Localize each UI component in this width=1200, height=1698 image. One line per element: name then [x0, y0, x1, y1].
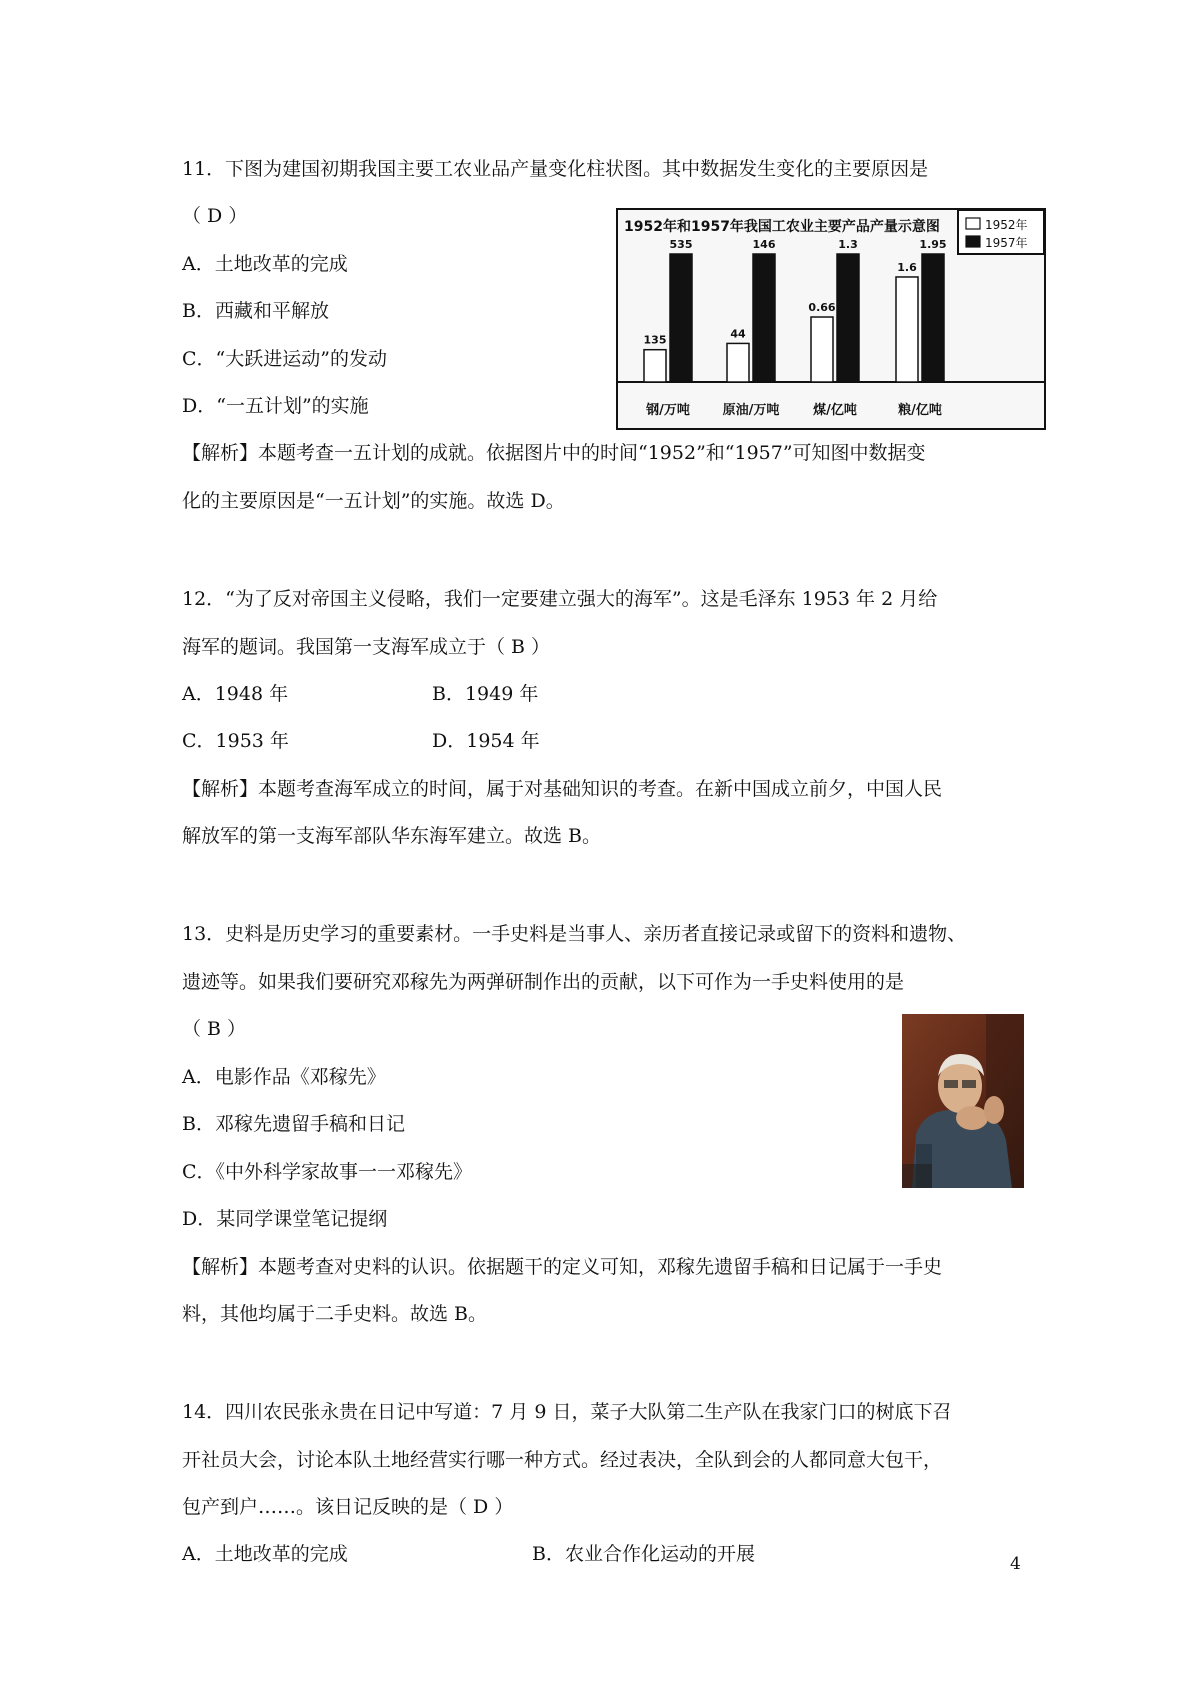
- bar-label-3-0: 1.6: [897, 260, 917, 274]
- category-label-3: 粮/亿吨: [898, 403, 942, 418]
- bar-2-0: [811, 317, 833, 382]
- bar-label-0-1: 535: [669, 238, 693, 251]
- q13-option-a: A．电影作品《邓稼先》: [182, 1066, 386, 1088]
- q14-option-a: A．土地改革的完成: [182, 1543, 348, 1565]
- q12-stem-line1: 12．“为了反对帝国主义侵略，我们一定要建立强大的海军”。这是毛泽东 1953 年 2 月给: [182, 588, 938, 610]
- legend-label-1: 1957年: [985, 236, 1028, 250]
- q12-analysis-line1: 【解析】本题考查海军成立的时间，属于对基础知识的考查。在新中国成立前夕，中国人民: [182, 778, 943, 800]
- legend-swatch-1: [966, 236, 980, 247]
- q12-option-b: B．1949 年: [432, 683, 539, 705]
- q14-stem-line3: 包产到户……。该日记反映的是（ D ）: [182, 1496, 514, 1518]
- bar-label-1-0: 44: [730, 327, 746, 341]
- category-label-0: 钢/万吨: [646, 403, 690, 418]
- q13-stem-line2: 遗迹等。如果我们要研究邓稼先为两弹研制作出的贡献，以下可作为一手史料使用的是: [182, 971, 905, 993]
- q12-option-d: D．1954 年: [432, 730, 540, 752]
- legend-swatch-0: [966, 218, 980, 229]
- q13-option-c: C．《中外科学家故事一一邓稼先》: [182, 1161, 473, 1183]
- q13-answer: （ B ）: [182, 1018, 247, 1040]
- q12-option-a: A．1948 年: [182, 683, 289, 705]
- q11-option-d: D．“一五计划”的实施: [182, 395, 369, 417]
- q11-answer: （ D ）: [182, 205, 248, 227]
- bar-label-0-0: 135: [643, 333, 667, 347]
- deng-jiaxian-photo: [902, 1014, 1024, 1188]
- q13-analysis-line1: 【解析】本题考查对史料的认识。依据题干的定义可知，邓稼先遗留手稿和日记属于一手史: [182, 1256, 943, 1278]
- bar-2-1: [837, 254, 859, 382]
- bar-3-1: [922, 254, 944, 382]
- q12-stem-line2: 海军的题词。我国第一支海军成立于（ B ）: [182, 636, 551, 658]
- bar-1-0: [727, 343, 749, 382]
- q11-option-c: C．“大跃进运动”的发动: [182, 348, 387, 370]
- bar-label-2-1: 1.3: [838, 238, 858, 251]
- q12-analysis-line2: 解放军的第一支海军部队华东海军建立。故选 B。: [182, 825, 602, 847]
- category-label-2: 煤/亿吨: [813, 403, 857, 418]
- category-label-1: 原油/万吨: [722, 403, 780, 418]
- q11-option-b: B．西藏和平解放: [182, 300, 329, 322]
- q13-option-d: D．某同学课堂笔记提纲: [182, 1208, 388, 1230]
- q11-analysis-line1: 【解析】本题考查一五计划的成就。依据图片中的时间“1952”和“1957”可知图中数据变: [182, 442, 926, 464]
- q14-stem-line1: 14．四川农民张永贵在日记中写道：7 月 9 日，菜子大队第二生产队在我家门口的树底下召: [182, 1401, 952, 1423]
- q13-option-b: B．邓稼先遗留手稿和日记: [182, 1113, 405, 1135]
- production-bar-chart: [616, 208, 1046, 430]
- q14-stem-line2: 开社员大会，讨论本队土地经营实行哪一种方式。经过表决，全队到会的人都同意大包干，: [182, 1449, 943, 1471]
- legend-label-0: 1952年: [985, 218, 1028, 232]
- chart-title: 1952年和1957年我国工农业主要产品产量示意图: [624, 219, 940, 235]
- bar-3-0: [896, 277, 918, 382]
- q13-analysis-line2: 料，其他均属于二手史料。故选 B。: [182, 1303, 488, 1325]
- q13-stem-line1: 13．史料是历史学习的重要素材。一手史料是当事人、亲历者直接记录或留下的资料和遗物、: [182, 923, 967, 945]
- page-number: 4: [1010, 1554, 1021, 1574]
- q11-analysis-line2: 化的主要原因是“一五计划”的实施。故选 D。: [182, 490, 565, 512]
- bar-0-1: [670, 254, 692, 382]
- bar-label-2-0: 0.66: [808, 301, 836, 315]
- q14-option-b: B．农业合作化运动的开展: [532, 1543, 755, 1565]
- bar-1-1: [753, 254, 775, 382]
- q12-option-c: C．1953 年: [182, 730, 289, 752]
- bar-label-3-1: 1.95: [919, 238, 947, 251]
- q11-stem: 11．下图为建国初期我国主要工农业品产量变化柱状图。其中数据发生变化的主要原因是: [182, 158, 929, 180]
- bar-label-1-1: 146: [752, 238, 776, 251]
- bar-0-0: [644, 350, 666, 382]
- q11-option-a: A．土地改革的完成: [182, 253, 348, 275]
- chart-canvas: [618, 210, 1044, 428]
